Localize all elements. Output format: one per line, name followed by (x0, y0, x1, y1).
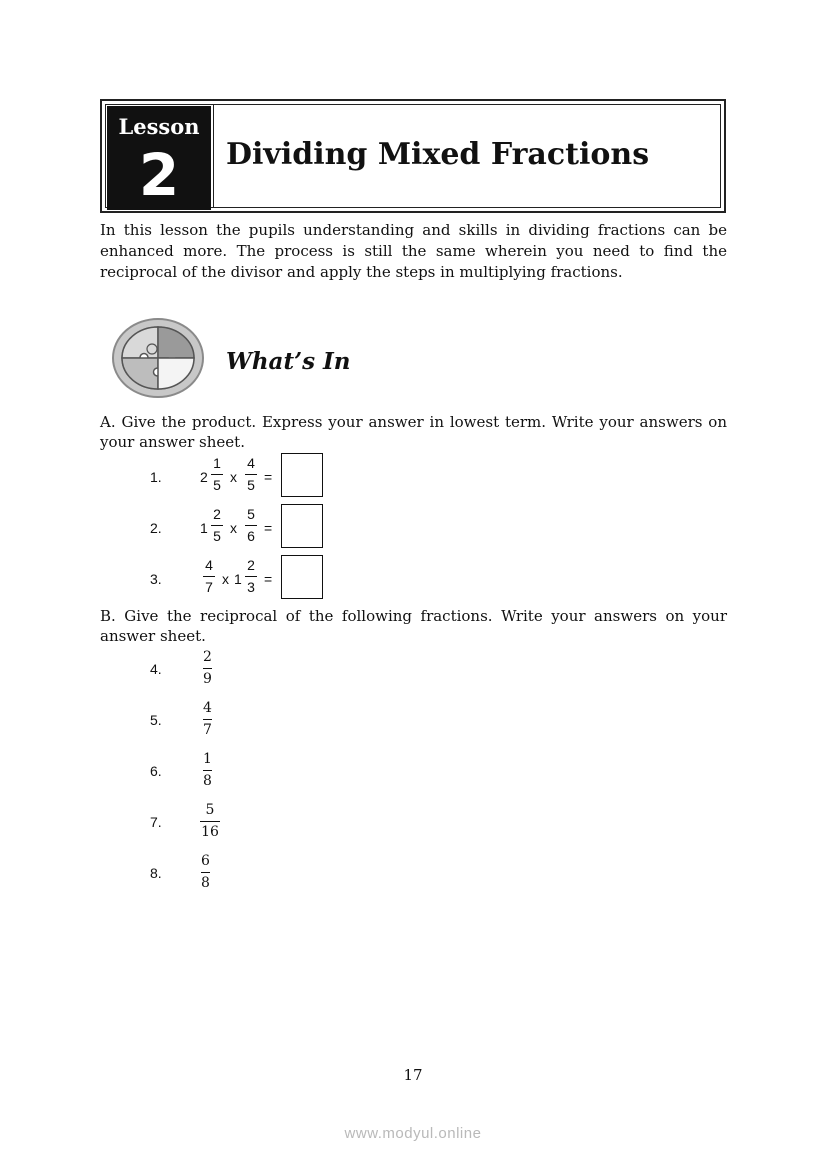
denominator: 5 (247, 477, 255, 493)
reciprocal-item-5 (150, 700, 250, 740)
part-b-instruction: B. Give the reciprocal of the following fractions. Write your answers on your answer sheet. (100, 607, 727, 645)
fraction-bar (211, 525, 223, 526)
denominator: 9 (203, 671, 212, 687)
whole-number: 1 (200, 520, 208, 536)
fraction (203, 700, 212, 739)
fraction-bar (203, 668, 212, 669)
fraction (200, 802, 220, 841)
fraction-bar (245, 474, 257, 475)
lesson-badge (107, 106, 211, 210)
reciprocal-item-8 (150, 853, 250, 893)
puzzle-icon (112, 318, 204, 398)
denominator: 5 (213, 477, 221, 493)
section-heading: What’s In (226, 348, 351, 375)
lesson-title: Dividing Mixed Fractions (226, 137, 650, 172)
intro-paragraph: In this lesson the pupils understanding and skills in dividing fractions can be enhanced more. The process is still the same wherein you need to find the reciprocal of the divisor and apply the steps in multiplying fractions. (100, 221, 727, 281)
fraction (202, 557, 216, 596)
item-number: 6. (150, 763, 162, 779)
numerator: 5 (205, 802, 215, 818)
denominator: 7 (205, 579, 213, 595)
answer-box[interactable] (281, 504, 323, 548)
fraction-bar (203, 576, 215, 577)
numerator: 2 (213, 506, 221, 522)
numerator: 4 (203, 700, 212, 716)
numerator: 5 (247, 506, 255, 522)
equals-sign: = (264, 469, 273, 485)
problem-3 (150, 557, 350, 601)
numerator: 1 (203, 751, 212, 767)
numerator: 2 (203, 649, 212, 665)
fraction-bar (245, 576, 257, 577)
fraction (201, 853, 210, 892)
whole-number: 2 (200, 469, 208, 485)
part-a-instruction: A. Give the product. Express your answer in lowest term. Write your answers on your answer sheet. (100, 413, 727, 451)
whole-number: 1 (234, 571, 242, 587)
equals-sign: = (264, 520, 273, 536)
operator: x (222, 571, 229, 587)
problem-number: 2. (150, 520, 162, 536)
watermark: www.modyul.online (344, 1125, 482, 1142)
page-number: 17 (403, 1066, 423, 1084)
lesson-badge-word: Lesson (118, 114, 200, 139)
fraction-bar (201, 872, 210, 873)
fraction-bar (200, 821, 220, 822)
denominator: 3 (247, 579, 255, 595)
problem-1 (150, 455, 350, 499)
numerator: 2 (247, 557, 255, 573)
fraction (210, 455, 224, 494)
fraction-bar (211, 474, 223, 475)
operator: x (230, 469, 237, 485)
numerator: 4 (205, 557, 213, 573)
denominator: 16 (201, 824, 219, 840)
numerator: 6 (201, 853, 210, 869)
fraction (244, 506, 258, 545)
problem-number: 3. (150, 571, 162, 587)
problem-2 (150, 506, 350, 550)
numerator: 4 (247, 455, 255, 471)
denominator: 8 (203, 773, 212, 789)
lesson-header-divider (213, 104, 214, 208)
answer-box[interactable] (281, 453, 323, 497)
answer-box[interactable] (281, 555, 323, 599)
item-number: 5. (150, 712, 162, 728)
item-number: 8. (150, 865, 162, 881)
numerator: 1 (213, 455, 221, 471)
fraction-bar (203, 719, 212, 720)
fraction-bar (203, 770, 212, 771)
reciprocal-item-7 (150, 802, 250, 842)
fraction (203, 649, 212, 688)
lesson-header (100, 99, 726, 213)
denominator: 6 (247, 528, 255, 544)
equals-sign: = (264, 571, 273, 587)
reciprocal-item-6 (150, 751, 250, 791)
item-number: 4. (150, 661, 162, 677)
reciprocal-item-4 (150, 649, 250, 689)
denominator: 7 (203, 722, 212, 738)
fraction (210, 506, 224, 545)
denominator: 5 (213, 528, 221, 544)
fraction (244, 455, 258, 494)
lesson-badge-number: 2 (138, 141, 180, 209)
fraction-bar (245, 525, 257, 526)
fraction (203, 751, 212, 790)
item-number: 7. (150, 814, 162, 830)
denominator: 8 (201, 875, 210, 891)
problem-number: 1. (150, 469, 162, 485)
fraction (244, 557, 258, 596)
operator: x (230, 520, 237, 536)
